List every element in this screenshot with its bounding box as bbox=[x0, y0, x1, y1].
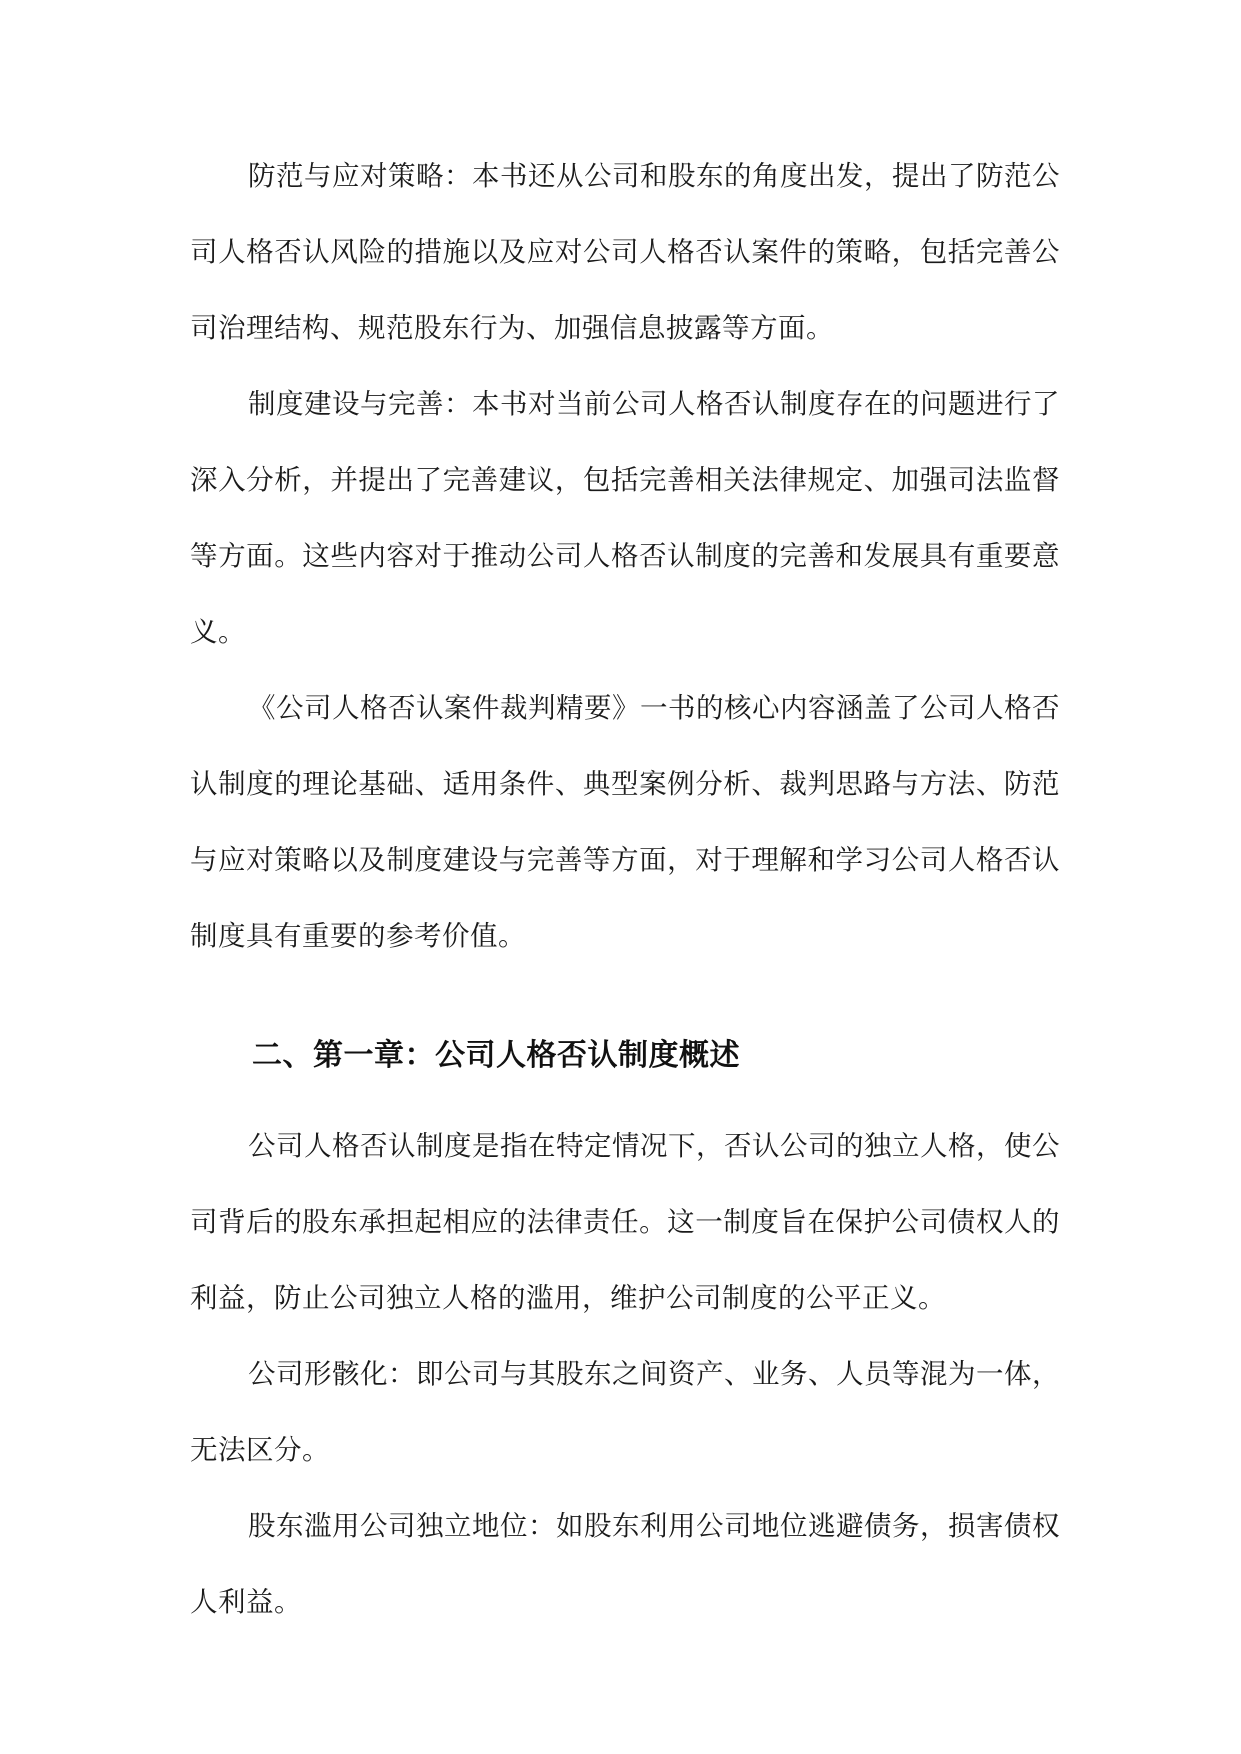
paragraph-book-summary: 《公司人格否认案件裁判精要》一书的核心内容涵盖了公司人格否认制度的理论基础、适用条件、典型案例分析、裁判思路与方法、防范与应对策略以及制度建设与完善等方面，对于理解和学习公司人格否认制度具有重要的参考价值。 bbox=[190, 692, 1060, 952]
chapter-heading: 二、第一章：公司人格否认制度概述 bbox=[252, 1038, 740, 1073]
paragraph-prevention-strategies: 防范与应对策略：本书还从公司和股东的角度出发，提出了防范公司人格否认风险的措施以及应对公司人格否认案件的策略，包括完善公司治理结构、规范股东行为、加强信息披露等方面。 bbox=[190, 160, 1060, 344]
paragraph-company-formalization: 公司形骸化：即公司与其股东之间资产、业务、人员等混为一体，无法区分。 bbox=[190, 1358, 1060, 1466]
paragraph-shareholder-abuse: 股东滥用公司独立地位：如股东利用公司地位逃避债务，损害债权人利益。 bbox=[190, 1510, 1060, 1618]
document-body bbox=[190, 138, 1060, 1640]
paragraph-definition: 公司人格否认制度是指在特定情况下，否认公司的独立人格，使公司背后的股东承担起相应的法律责任。这一制度旨在保护公司债权人的利益，防止公司独立人格的滥用，维护公司制度的公平正义。 bbox=[190, 1130, 1060, 1314]
paragraph-system-construction: 制度建设与完善：本书对当前公司人格否认制度存在的问题进行了深入分析，并提出了完善建议，包括完善相关法律规定、加强司法监督等方面。这些内容对于推动公司人格否认制度的完善和发展具有重要意义。 bbox=[190, 388, 1060, 648]
